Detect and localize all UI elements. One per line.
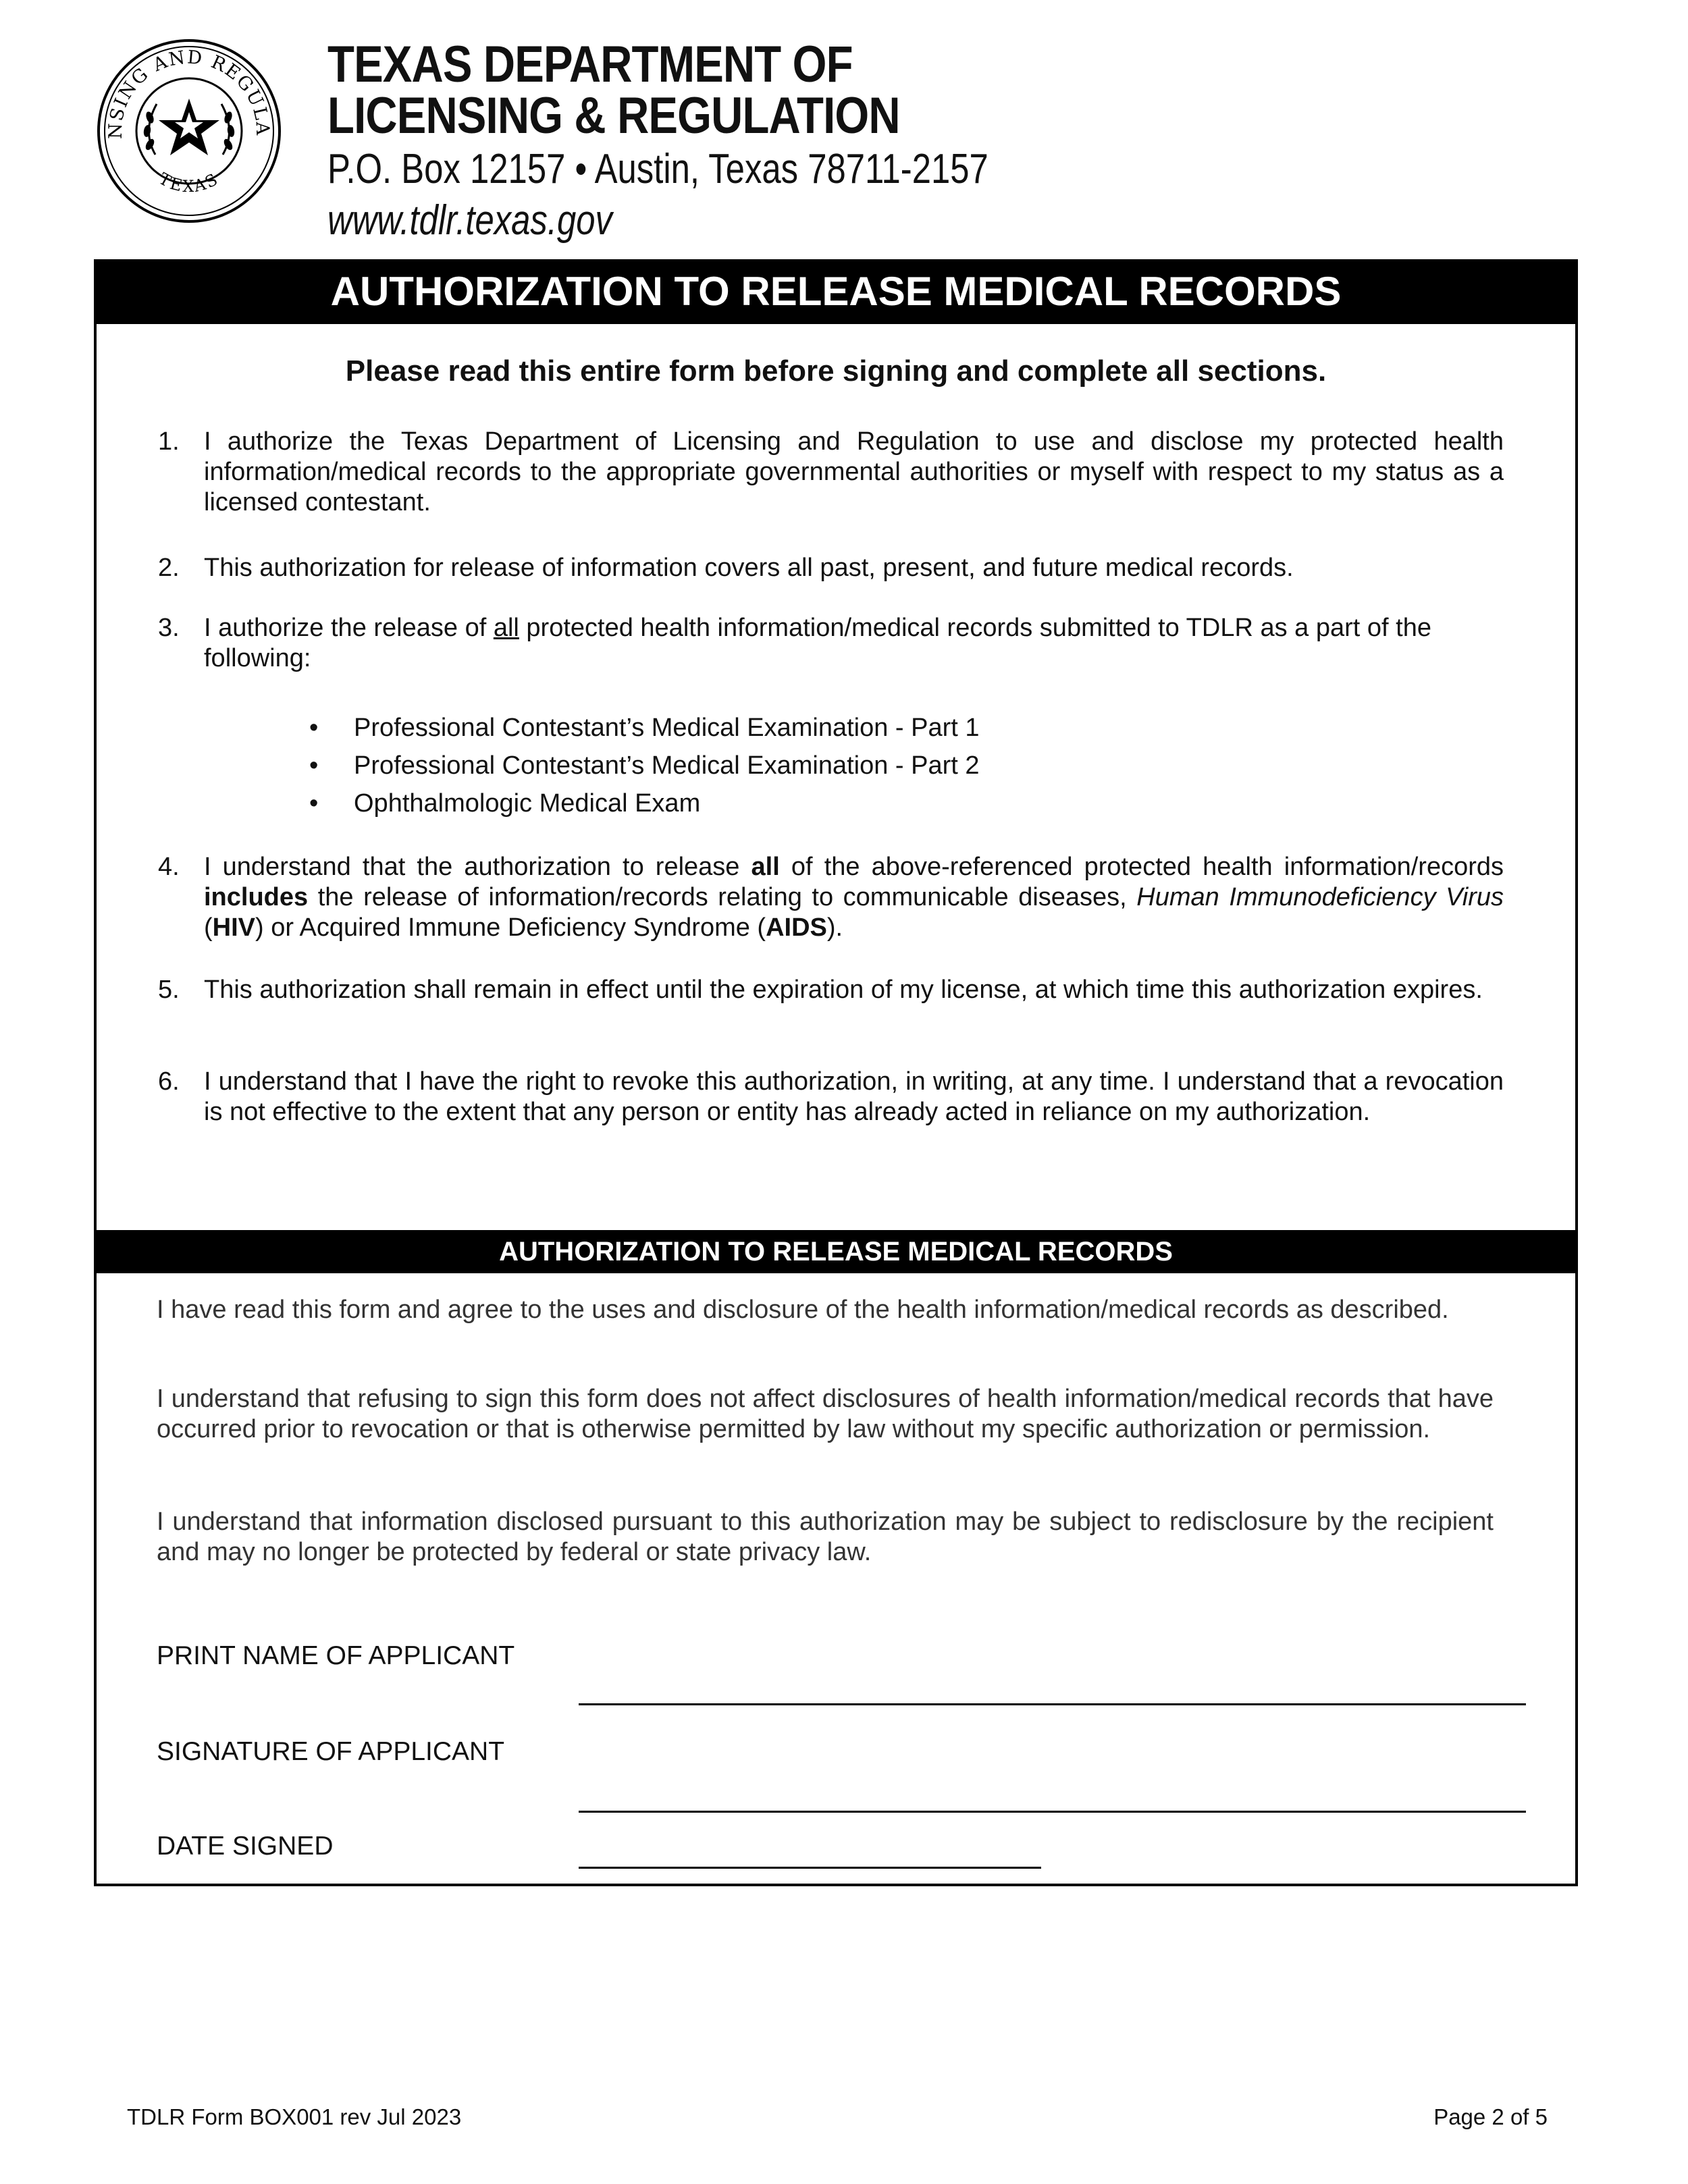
agency-name-line2: LICENSING & REGULATION (327, 87, 900, 144)
print-name-field[interactable] (579, 1703, 1526, 1705)
form-title: AUTHORIZATION TO RELEASE MEDICAL RECORDS (97, 259, 1575, 324)
consent-paragraph: I have read this form and agree to the uses and disclosure of the health information/medical records as described. (157, 1296, 1449, 1324)
page-number: Page 2 of 5 (1433, 2104, 1548, 2129)
form-instructions: Please read this entire form before signing and complete all sections. (345, 354, 1327, 388)
date-signed-label: DATE SIGNED (157, 1832, 334, 1861)
consent-paragraph: I understand that information disclosed pursuant to this authorization may be subject to redisclosure by the recipient and may no longer be protected by federal or state privacy law. (157, 1508, 1494, 1566)
item-text: This authorization shall remain in effect until the expiration of my license, at which time this authorization expires. (204, 976, 1483, 1004)
consent-paragraph: I understand that refusing to sign this form does not affect disclosures of health information/medical records that have occurred prior to revocation or that is otherwise permitted by law without my specific authorization or permission. (157, 1385, 1494, 1443)
agency-website: www.tdlr.texas.gov (327, 197, 612, 244)
signature-field[interactable] (579, 1811, 1526, 1813)
section-title: AUTHORIZATION TO RELEASE MEDICAL RECORDS (97, 1230, 1575, 1273)
item-number: 6. (158, 1067, 180, 1096)
item-number: 2. (158, 554, 180, 582)
date-signed-field[interactable] (579, 1867, 1041, 1869)
item-text: I understand that I have the right to revoke this authorization, in writing, at any time. I understand that a revocation is not effective to the extent that any person or entity has already acted in reliance on my authorization. (204, 1067, 1504, 1126)
emphasis-all: all (493, 614, 519, 642)
item-text: I understand that the authorization to release all of the above-referenced protected health information/records includes the release of information/records relating to communicable diseases, Human Immunodeficiency Virus (HIV) or Acquired Immune Deficiency Syndrome (AIDS). (204, 853, 1504, 942)
agency-name-line1: TEXAS DEPARTMENT OF (327, 36, 853, 93)
svg-text:LICENSING AND REGULATION: NSING AND REGULA (105, 47, 273, 140)
item-text: I authorize the Texas Department of Licensing and Regulation to use and disclose my protected health information/medical records to the appropriate governmental authorities or myself with respect to my status as a licensed contestant. (204, 427, 1504, 516)
item-number: 5. (158, 976, 180, 1004)
agency-name (327, 36, 900, 144)
item-number: 4. (158, 853, 180, 881)
item-text: This authorization for release of information covers all past, present, and future medical records. (204, 554, 1294, 582)
item-number: 3. (158, 614, 180, 642)
texas-seal-logo (95, 36, 284, 225)
svg-text:TEXAS: TEXAS (155, 169, 223, 196)
print-name-label: PRINT NAME OF APPLICANT (157, 1641, 515, 1670)
signature-label: SIGNATURE OF APPLICANT (157, 1737, 505, 1766)
form-id: TDLR Form BOX001 rev Jul 2023 (127, 2104, 462, 2129)
item-text: I authorize the release of all protected health information/medical records submitted to TDLR as a part of the following: (204, 614, 1431, 672)
item-number: 1. (158, 427, 180, 456)
agency-address: P.O. Box 12157 • Austin, Texas 78711-2157 (327, 146, 988, 192)
